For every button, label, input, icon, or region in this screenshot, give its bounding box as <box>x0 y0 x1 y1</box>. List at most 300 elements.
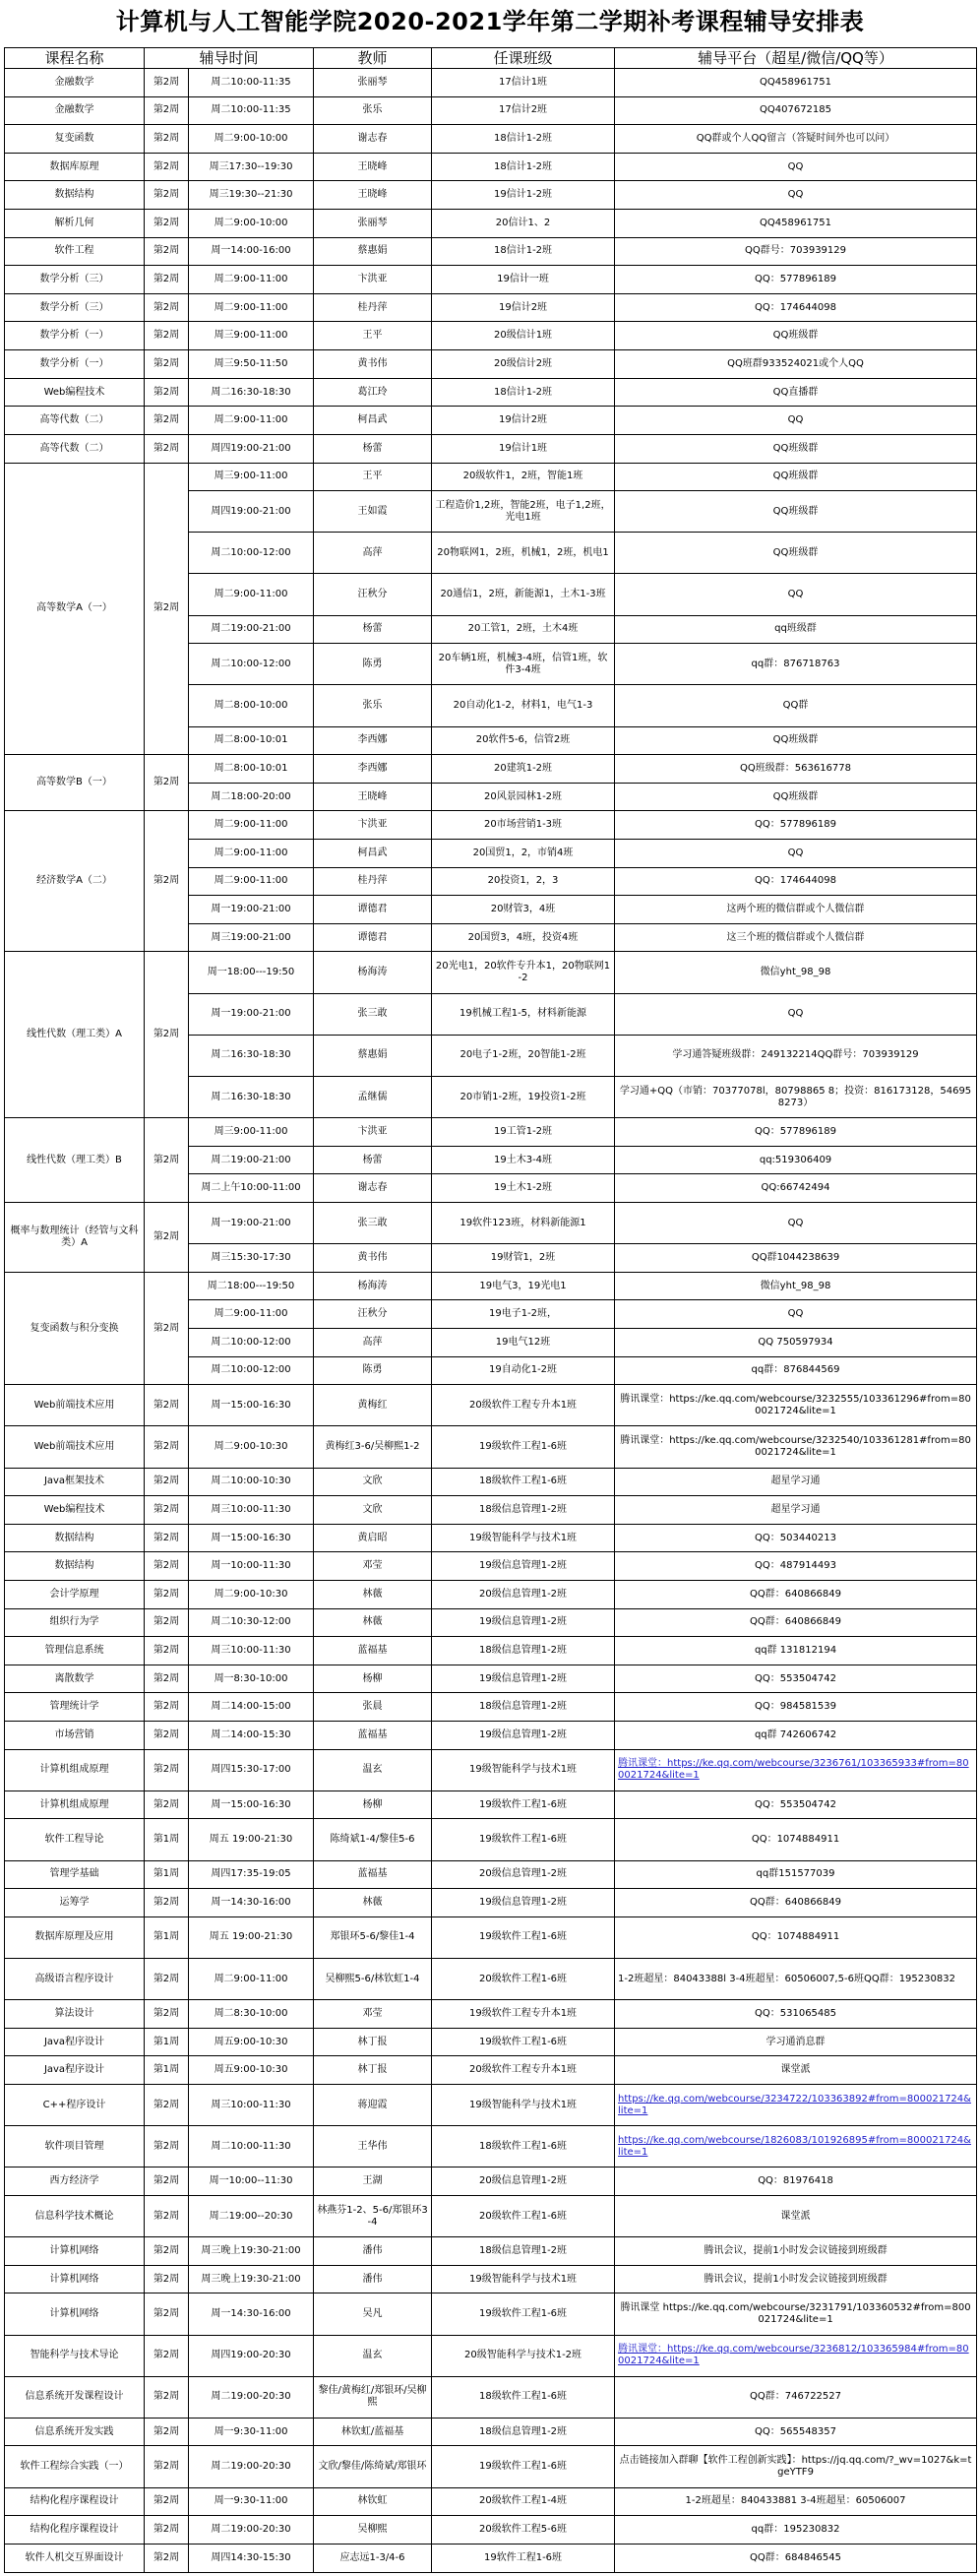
teacher: 蔡惠娟 <box>314 237 432 266</box>
teacher: 谢志春 <box>314 1174 432 1203</box>
platform: QQ：577896189 <box>615 811 977 840</box>
platform: QQ直播群 <box>615 378 977 407</box>
table-row <box>5 237 977 266</box>
course-name: 高等数学A（一） <box>5 463 145 755</box>
course-name: 高等代数（二） <box>5 434 145 463</box>
tutoring-time: 周一19:00-21:00 <box>189 1203 314 1244</box>
class: 18级信息管理1-2班 <box>432 2237 615 2266</box>
teacher: 王华伟 <box>314 2126 432 2168</box>
class: 19工管1-2班 <box>432 1118 615 1147</box>
course-name: Web编程技术 <box>5 378 145 407</box>
platform: qq:519306409 <box>615 1146 977 1174</box>
platform: 这三个班的微信群或个人微信群 <box>615 923 977 952</box>
table-row <box>5 378 977 407</box>
class: 18级信息管理1-2班 <box>432 2418 615 2446</box>
table-row <box>5 181 977 210</box>
teacher: 杨海涛 <box>314 1272 432 1300</box>
tutoring-time: 周二19:00-21:00 <box>189 615 314 644</box>
tutoring-time: 周二19:00--20:30 <box>189 2195 314 2236</box>
week: 第2周 <box>145 2085 189 2126</box>
week: 第2周 <box>145 153 189 181</box>
teacher: 潘伟 <box>314 2237 432 2266</box>
teacher: 黄启昭 <box>314 1524 432 1552</box>
platform: QQ：577896189 <box>615 1118 977 1147</box>
class: 19电气12班 <box>432 1329 615 1357</box>
platform: 学习通答疑班级群：249132214QQ群号：703939129 <box>615 1035 977 1076</box>
class: 20物联网1，2班，机械1，2班，机电1 <box>432 533 615 574</box>
tutoring-time: 周一14:30-16:00 <box>189 1889 314 1917</box>
tutoring-time: 周二16:30-18:30 <box>189 1077 314 1118</box>
week: 第2周 <box>145 1637 189 1665</box>
tutoring-time: 周二16:30-18:30 <box>189 1035 314 1076</box>
table-row <box>5 407 977 435</box>
week: 第2周 <box>145 1581 189 1609</box>
course-name: 信息科学技术概论 <box>5 2195 145 2236</box>
week: 第2周 <box>145 1665 189 1693</box>
teacher: 卞洪亚 <box>314 1118 432 1147</box>
header-class: 任课班级 <box>432 48 615 69</box>
tutoring-time: 周三10:00-11:30 <box>189 1637 314 1665</box>
course-name: Web前端技术应用 <box>5 1426 145 1468</box>
platform: qq群151577039 <box>615 1860 977 1889</box>
course-name: 数学分析（一） <box>5 322 145 350</box>
platform: QQ群 <box>615 685 977 726</box>
class: 19电气3，19光电1 <box>432 1272 615 1300</box>
week: 第2周 <box>145 125 189 154</box>
teacher: 蓝福基 <box>314 1722 432 1750</box>
week: 第2周 <box>145 322 189 350</box>
class: 20工管1，2班，土木4班 <box>432 615 615 644</box>
teacher: 潘伟 <box>314 2265 432 2293</box>
platform: 腾讯课堂 https://ke.qq.com/webcourse/3231791/103360532#from=800021724&lite=1 <box>615 2293 977 2335</box>
week: 第2周 <box>145 2237 189 2266</box>
platform: QQ班群933524021或个人QQ <box>615 350 977 379</box>
week: 第2周 <box>145 755 189 811</box>
teacher: 杨海涛 <box>314 952 432 993</box>
tutoring-time: 周二9:00-10:00 <box>189 210 314 238</box>
course-name: 软件项目管理 <box>5 2126 145 2168</box>
week: 第2周 <box>145 210 189 238</box>
platform: QQ群：640866849 <box>615 1608 977 1637</box>
platform: QQ <box>615 1203 977 1244</box>
tutoring-time: 周二8:00-10:00 <box>189 685 314 726</box>
table-row <box>5 2195 977 2236</box>
teacher: 吴柳熙 <box>314 2516 432 2545</box>
teacher: 张乐 <box>314 96 432 125</box>
table-row <box>5 1722 977 1750</box>
tutoring-time: 周三10:00-11:30 <box>189 1496 314 1525</box>
course-name: 管理信息系统 <box>5 1637 145 1665</box>
teacher: 卞洪亚 <box>314 266 432 294</box>
teacher: 王湖 <box>314 2168 432 2196</box>
class: 18级软件工程1-6班 <box>432 1468 615 1496</box>
tutoring-time: 周五9:00-10:30 <box>189 2056 314 2085</box>
platform: qq群：876844569 <box>615 1356 977 1385</box>
week: 第2周 <box>145 266 189 294</box>
platform[interactable]: 腾讯课堂：https://ke.qq.com/webcourse/3236812/103365984#from=800021724&lite=1 <box>615 2335 977 2376</box>
table-row <box>5 1118 977 1147</box>
tutoring-time: 周四15:30-17:00 <box>189 1749 314 1791</box>
table-row <box>5 811 977 840</box>
class: 18级信息管理1-2班 <box>432 1693 615 1722</box>
teacher: 吴凡 <box>314 2293 432 2335</box>
platform: QQ群：640866849 <box>615 1581 977 1609</box>
table-row <box>5 266 977 294</box>
tutoring-time: 周二9:00-11:00 <box>189 574 314 615</box>
class: 19级软件工程1-6班 <box>432 1791 615 1819</box>
tutoring-time: 周一9:30-11:00 <box>189 2487 314 2516</box>
teacher: 杨柳 <box>314 1665 432 1693</box>
week: 第2周 <box>145 1959 189 2000</box>
platform: qq群：195230832 <box>615 2516 977 2545</box>
teacher: 蓝福基 <box>314 1637 432 1665</box>
teacher: 黄梅红3-6/吴柳熙1-2 <box>314 1426 432 1468</box>
table-body <box>5 69 977 2573</box>
course-name: 管理统计学 <box>5 1693 145 1722</box>
platform: QQ班级群 <box>615 533 977 574</box>
teacher: 黄书伟 <box>314 350 432 379</box>
course-name: 经济数学A（二） <box>5 811 145 952</box>
course-name: 计算机网络 <box>5 2265 145 2293</box>
tutoring-time: 周三9:00-11:00 <box>189 463 314 491</box>
course-name: 数学分析（三） <box>5 266 145 294</box>
tutoring-time: 周三15:30-17:30 <box>189 1244 314 1273</box>
teacher: 陈勇 <box>314 644 432 685</box>
platform: QQ407672185 <box>615 96 977 125</box>
platform: QQ：553504742 <box>615 1791 977 1819</box>
teacher: 孟继儒 <box>314 1077 432 1118</box>
platform: QQ 750597934 <box>615 1329 977 1357</box>
class: 20建筑1-2班 <box>432 755 615 784</box>
week: 第2周 <box>145 293 189 322</box>
platform: 腾讯课堂：https://ke.qq.com/webcourse/3232555/103361296#from=800021724&lite=1 <box>615 1385 977 1426</box>
class: 19级软件工程1-6班 <box>432 2293 615 2335</box>
class: 工程造价1,2班，智能2班，电子1,2班，光电1班 <box>432 491 615 533</box>
course-name: 金融数学 <box>5 69 145 97</box>
tutoring-time: 周三9:00-11:00 <box>189 322 314 350</box>
tutoring-time: 周三晚上19:30-21:00 <box>189 2265 314 2293</box>
class: 18级信息管理1-2班 <box>432 1496 615 1525</box>
course-name: 数据结构 <box>5 1552 145 1581</box>
week: 第2周 <box>145 1524 189 1552</box>
tutoring-time: 周三晚上19:30-21:00 <box>189 2237 314 2266</box>
class: 19土木3-4班 <box>432 1146 615 1174</box>
header-teacher: 教师 <box>314 48 432 69</box>
teacher: 林丁报 <box>314 2056 432 2085</box>
platform: 点击链接加入群聊【软件工程创新实践】：https://jq.qq.com/?_wv=1027&k=tgeYTF9 <box>615 2446 977 2487</box>
tutoring-time: 周二8:30-10:00 <box>189 2000 314 2029</box>
class: 20软件5-6，信管2班 <box>432 726 615 755</box>
tutoring-time: 周二9:00-11:00 <box>189 1959 314 2000</box>
table-row <box>5 755 977 784</box>
course-name: 离散数学 <box>5 1665 145 1693</box>
tutoring-time: 周三9:00-11:00 <box>189 1118 314 1147</box>
course-name: Java框架技术 <box>5 1468 145 1496</box>
table-row <box>5 153 977 181</box>
class: 19信计2班 <box>432 293 615 322</box>
tutoring-time: 周一8:30-10:00 <box>189 1665 314 1693</box>
table-row <box>5 2265 977 2293</box>
week: 第2周 <box>145 952 189 1118</box>
week: 第1周 <box>145 1916 189 1958</box>
tutoring-time: 周一15:00-16:30 <box>189 1385 314 1426</box>
platform: QQ：503440213 <box>615 1524 977 1552</box>
teacher: 林钦虹 <box>314 2487 432 2516</box>
platform[interactable]: 腾讯课堂：https://ke.qq.com/webcourse/3236761/103365933#from=800021724&lite=1 <box>615 1749 977 1791</box>
header-course: 课程名称 <box>5 48 145 69</box>
tutoring-time: 周一15:00-16:30 <box>189 1791 314 1819</box>
table-row <box>5 1496 977 1525</box>
teacher: 杨蕾 <box>314 434 432 463</box>
week: 第2周 <box>145 1552 189 1581</box>
table-row <box>5 2335 977 2376</box>
tutoring-time: 周二10:00-11:30 <box>189 2126 314 2168</box>
table-row <box>5 96 977 125</box>
platform: qq群：876718763 <box>615 644 977 685</box>
teacher: 郑银环5-6/黎佳1-4 <box>314 1916 432 1958</box>
table-row <box>5 1385 977 1426</box>
course-name: 结构化程序课程设计 <box>5 2487 145 2516</box>
platform: 腾讯会议，提前1小时发会议链接到班级群 <box>615 2237 977 2266</box>
tutoring-time: 周五 19:00-21:30 <box>189 1819 314 1860</box>
teacher: 王平 <box>314 322 432 350</box>
class: 18信计1-2班 <box>432 153 615 181</box>
platform: QQ：984581539 <box>615 1693 977 1722</box>
course-name: 复变函数与积分变换 <box>5 1272 145 1384</box>
platform: 超星学习通 <box>615 1496 977 1525</box>
class: 20投资1，2，3 <box>432 867 615 896</box>
tutoring-time: 周二10:30-12:00 <box>189 1608 314 1637</box>
platform: QQ：487914493 <box>615 1552 977 1581</box>
tutoring-time: 周二9:00-11:00 <box>189 407 314 435</box>
tutoring-time: 周一19:00-21:00 <box>189 896 314 924</box>
platform: QQ班级群 <box>615 783 977 811</box>
platform: QQ458961751 <box>615 69 977 97</box>
class: 20国贸1，2，市销4班 <box>432 840 615 868</box>
week: 第2周 <box>145 1203 189 1273</box>
week: 第2周 <box>145 69 189 97</box>
class: 20级软件1，2班，智能1班 <box>432 463 615 491</box>
teacher: 杨蕾 <box>314 1146 432 1174</box>
course-name: 计算机网络 <box>5 2293 145 2335</box>
week: 第2周 <box>145 1889 189 1917</box>
table-row <box>5 1203 977 1244</box>
table-row <box>5 2418 977 2446</box>
platform: QQ：174644098 <box>615 867 977 896</box>
class: 19级软件工程1-6班 <box>432 1426 615 1468</box>
table-row <box>5 434 977 463</box>
course-name: 线性代数（理工类）A <box>5 952 145 1118</box>
platform: QQ <box>615 993 977 1035</box>
tutoring-time: 周二9:00-11:00 <box>189 840 314 868</box>
class: 19级软件工程1-6班 <box>432 1819 615 1860</box>
tutoring-time: 周二9:00-10:00 <box>189 125 314 154</box>
table-row <box>5 125 977 154</box>
platform: QQ班级群 <box>615 726 977 755</box>
teacher: 林钦虹/蓝福基 <box>314 2418 432 2446</box>
tutoring-time: 周二8:00-10:01 <box>189 755 314 784</box>
class: 19信计1班 <box>432 434 615 463</box>
teacher: 黄梅红 <box>314 1385 432 1426</box>
course-name: Web前端技术应用 <box>5 1385 145 1426</box>
tutoring-time: 周二10:00-11:35 <box>189 69 314 97</box>
week: 第2周 <box>145 463 189 755</box>
class: 17信计2班 <box>432 96 615 125</box>
class: 19软件工程1-6班 <box>432 2544 615 2572</box>
teacher: 桂丹萍 <box>314 867 432 896</box>
table-row <box>5 1693 977 1722</box>
teacher: 文欣 <box>314 1468 432 1496</box>
tutoring-time: 周三17:30--19:30 <box>189 153 314 181</box>
table-row <box>5 1468 977 1496</box>
teacher: 温玄 <box>314 2335 432 2376</box>
teacher: 邓莹 <box>314 2000 432 2029</box>
tutoring-time: 周二14:00-15:00 <box>189 1693 314 1722</box>
table-row <box>5 2544 977 2572</box>
class: 20级软件工程5-6班 <box>432 2516 615 2545</box>
table-row <box>5 1272 977 1300</box>
platform: QQ群：640866849 <box>615 1889 977 1917</box>
course-name: 软件工程导论 <box>5 1819 145 1860</box>
class: 20级软件工程1-4班 <box>432 2487 615 2516</box>
course-name: 高等数学B（一） <box>5 755 145 811</box>
week: 第2周 <box>145 2293 189 2335</box>
teacher: 王如霞 <box>314 491 432 533</box>
teacher: 张丽琴 <box>314 69 432 97</box>
teacher: 陈绮斌1-4/黎佳5-6 <box>314 1819 432 1860</box>
tutoring-time: 周二9:00-11:00 <box>189 293 314 322</box>
platform: QQ班级群 <box>615 491 977 533</box>
class: 20通信1，2班，新能源1，土木1-3班 <box>432 574 615 615</box>
platform[interactable]: https://ke.qq.com/webcourse/1826083/101926895#from=800021724&lite=1 <box>615 2126 977 2168</box>
tutoring-time: 周二9:00-11:00 <box>189 266 314 294</box>
week: 第1周 <box>145 1860 189 1889</box>
teacher: 葛江玲 <box>314 378 432 407</box>
class: 20级信息管理1-2班 <box>432 1860 615 1889</box>
class: 20级智能科学与技术1-2班 <box>432 2335 615 2376</box>
course-name: 数据结构 <box>5 1524 145 1552</box>
teacher: 林薇 <box>314 1581 432 1609</box>
tutoring-time: 周四17:35-19:05 <box>189 1860 314 1889</box>
tutoring-time: 周四14:30-15:30 <box>189 2544 314 2572</box>
tutoring-time: 周二19:00-20:30 <box>189 2376 314 2418</box>
course-name: 软件人机交互界面设计 <box>5 2544 145 2572</box>
week: 第2周 <box>145 1608 189 1637</box>
platform: 1-2班超星：84043388l 3-4班超星：60506007,5-6班QQ群：195230832 <box>615 1959 977 2000</box>
course-name: 运筹学 <box>5 1889 145 1917</box>
teacher: 张三敢 <box>314 993 432 1035</box>
teacher: 高萍 <box>314 1329 432 1357</box>
class: 20财管3，4班 <box>432 896 615 924</box>
class: 19电子1-2班， <box>432 1300 615 1329</box>
teacher: 高萍 <box>314 533 432 574</box>
class: 18信计1-2班 <box>432 378 615 407</box>
teacher: 王晓峰 <box>314 181 432 210</box>
tutoring-time: 周四19:00-21:00 <box>189 491 314 533</box>
platform: 学习通+QQ（市销：70377078l，80798865 8；投资：816173128，546958273） <box>615 1077 977 1118</box>
platform: QQ群1044238639 <box>615 1244 977 1273</box>
platform: QQ：553504742 <box>615 1665 977 1693</box>
course-name: C++程序设计 <box>5 2085 145 2126</box>
teacher: 黄书伟 <box>314 1244 432 1273</box>
class: 20光电1，20软件专升本1，20物联网1-2 <box>432 952 615 993</box>
table-row <box>5 2126 977 2168</box>
class: 20车辆1班，机械3-4班，信管1班，软件3-4班 <box>432 644 615 685</box>
teacher: 温玄 <box>314 1749 432 1791</box>
teacher: 吴柳熙5-6/林钦虹1-4 <box>314 1959 432 2000</box>
platform[interactable]: https://ke.qq.com/webcourse/3234722/103363892#from=800021724&lite=1 <box>615 2085 977 2126</box>
platform: 超星学习通 <box>615 1468 977 1496</box>
table-row <box>5 2237 977 2266</box>
platform: 1-2班超星：840433881 3-4班超星：60506007 <box>615 2487 977 2516</box>
tutoring-time: 周一14:00-16:00 <box>189 237 314 266</box>
table-row <box>5 2293 977 2335</box>
class: 20市销1-2班，19投资1-2班 <box>432 1077 615 1118</box>
teacher: 王晓峰 <box>314 153 432 181</box>
course-name: 会计学原理 <box>5 1581 145 1609</box>
tutoring-time: 周五 19:00-21:30 <box>189 1916 314 1958</box>
teacher: 柯昌武 <box>314 840 432 868</box>
teacher: 邓莹 <box>314 1552 432 1581</box>
tutoring-time: 周二10:00-12:00 <box>189 533 314 574</box>
table-row <box>5 1791 977 1819</box>
table-row <box>5 2446 977 2487</box>
tutoring-time: 周二10:00-12:00 <box>189 1356 314 1385</box>
week: 第2周 <box>145 181 189 210</box>
course-name: 算法设计 <box>5 2000 145 2029</box>
tutoring-time: 周一10:00-11:30 <box>189 1552 314 1581</box>
table-row <box>5 1608 977 1637</box>
header-platform: 辅导平台（超星/微信/QQ等） <box>615 48 977 69</box>
course-name: 计算机组成原理 <box>5 1749 145 1791</box>
teacher: 杨蕾 <box>314 615 432 644</box>
week: 第2周 <box>145 1385 189 1426</box>
teacher: 蓝福基 <box>314 1860 432 1889</box>
teacher: 黎佳/黄梅红/郑银环/吴柳熙 <box>314 2376 432 2418</box>
teacher: 王晓峰 <box>314 783 432 811</box>
tutoring-time: 周一9:30-11:00 <box>189 2418 314 2446</box>
platform: QQ群或个人QQ留言（答疑时间外也可以问） <box>615 125 977 154</box>
week: 第2周 <box>145 2487 189 2516</box>
tutoring-time: 周二9:00-10:30 <box>189 1426 314 1468</box>
week: 第2周 <box>145 407 189 435</box>
table-row <box>5 1959 977 2000</box>
week: 第2周 <box>145 2418 189 2446</box>
tutoring-time: 周三19:00-21:00 <box>189 923 314 952</box>
course-name: 管理学基础 <box>5 1860 145 1889</box>
teacher: 李西娜 <box>314 755 432 784</box>
table-row <box>5 952 977 993</box>
week: 第2周 <box>145 1749 189 1791</box>
class: 19级软件工程专升本1班 <box>432 2000 615 2029</box>
table-row <box>5 2056 977 2085</box>
tutoring-time: 周四19:00-20:30 <box>189 2335 314 2376</box>
tutoring-time: 周一14:30-16:00 <box>189 2293 314 2335</box>
platform: QQ班级群 <box>615 434 977 463</box>
course-name: 数据库原理及应用 <box>5 1916 145 1958</box>
course-name: 数学分析（一） <box>5 350 145 379</box>
tutoring-time: 周二19:00-20:30 <box>189 2446 314 2487</box>
tutoring-time: 周三9:50-11:50 <box>189 350 314 379</box>
table-row <box>5 322 977 350</box>
class: 19级智能科学与技术1班 <box>432 1749 615 1791</box>
week: 第2周 <box>145 2516 189 2545</box>
class: 20信计1、2 <box>432 210 615 238</box>
week: 第2周 <box>145 1272 189 1384</box>
class: 20风景园林1-2班 <box>432 783 615 811</box>
class: 20级软件工程专升本1班 <box>432 2056 615 2085</box>
class: 20国贸3，4班，投资4班 <box>432 923 615 952</box>
